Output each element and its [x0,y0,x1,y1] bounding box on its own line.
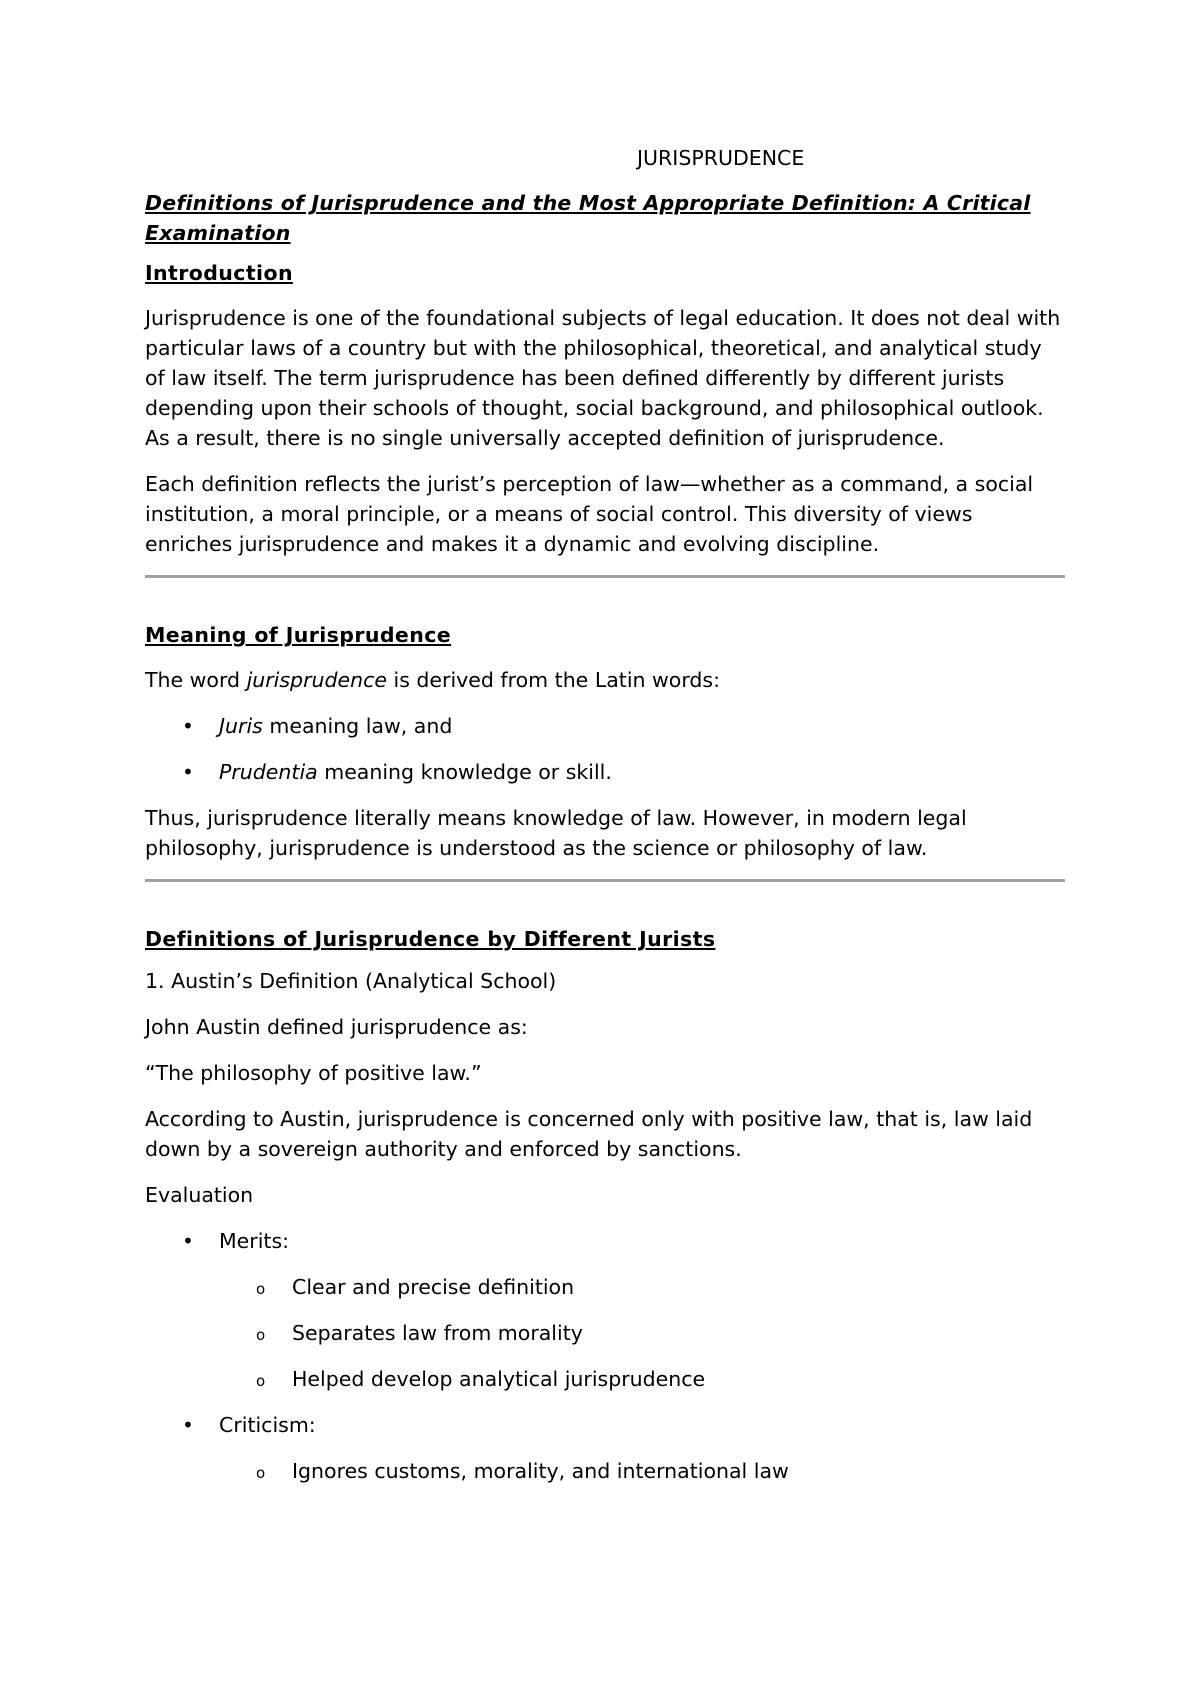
list-item [145,1456,1065,1486]
sub-bullet-icon: o [256,1372,266,1390]
list-item [145,1364,1065,1394]
list-item [145,1410,1065,1440]
latin-word: Juris [219,714,263,738]
introduction-paragraph: Each definition reflects the jurist’s perception of law—whether as a command, a social institution, a moral principle, or a means of social control. This diversity of views enriches jurisprudence and makes it a dynamic and evolving discipline. [145,472,1034,556]
evaluation-list [145,1226,1065,1486]
list-item [145,711,1065,741]
latin-word: Prudentia [219,760,318,784]
austin-definition-quote: “The philosophy of positive law.” [145,1061,482,1085]
document-body [145,188,1065,1502]
sub-bullet-icon: o [256,1326,266,1344]
bullet-icon: • [182,760,194,784]
austin-definition-title: 1. Austin’s Definition (Analytical School) [145,969,557,993]
document-title: JURISPRUDENCE [637,146,805,170]
merits-label: Merits: [219,1229,290,1253]
list-item [145,1226,1065,1256]
list-item [145,1272,1065,1302]
section-divider [145,879,1065,882]
meaning-conclusion: Thus, jurisprudence literally means knowledge of law. However, in modern legal philosophy, jurisprudence is understood as the science or philosophy of law. [145,806,967,860]
criticism-label: Criticism: [219,1413,316,1437]
latin-words-list [145,711,1065,787]
merit-item: Clear and precise definition [292,1275,575,1299]
list-item [145,1318,1065,1348]
meaning-intro-term: jurisprudence [246,668,387,692]
list-item [145,757,1065,787]
evaluation-label: Evaluation [145,1183,254,1207]
austin-definition-lead: John Austin defined jurisprudence as: [145,1015,528,1039]
introduction-heading: Introduction [145,261,293,285]
criticism-item: Ignores customs, morality, and international law [292,1459,789,1483]
definitions-heading: Definitions of Jurisprudence by Different Jurists [145,927,716,951]
meaning-intro-before: The word [145,668,247,692]
latin-word-meaning: meaning knowledge or skill. [317,760,612,784]
austin-definition-explanation: According to Austin, jurisprudence is concerned only with positive law, that is, law laid down by a sovereign authority and enforced by sanctions. [145,1107,1033,1161]
introduction-paragraph: Jurisprudence is one of the foundational subjects of legal education. It does not deal with particular laws of a country but with the philosophical, theoretical, and analytical study of law itself. The term jurisprudence has been defined differently by different jurists depending upon their schools of thought, social background, and philosophical outlook. As a result, there is no single universally accepted definition of jurisprudence. [145,306,1061,450]
sub-bullet-icon: o [256,1280,266,1298]
meaning-intro-after: is derived from the Latin words: [387,668,721,692]
latin-word-meaning: meaning law, and [262,714,453,738]
bullet-icon: • [182,1229,194,1253]
merit-item: Helped develop analytical jurisprudence [292,1367,706,1391]
bullet-icon: • [182,1413,194,1437]
merit-item: Separates law from morality [292,1321,583,1345]
section-divider [145,575,1065,578]
sub-bullet-icon: o [256,1464,266,1482]
bullet-icon: • [182,714,194,738]
document-subtitle: Definitions of Jurisprudence and the Most Appropriate Definition: A Critical Examination [145,191,1031,245]
meaning-intro [145,665,1065,695]
meaning-heading: Meaning of Jurisprudence [145,623,452,647]
